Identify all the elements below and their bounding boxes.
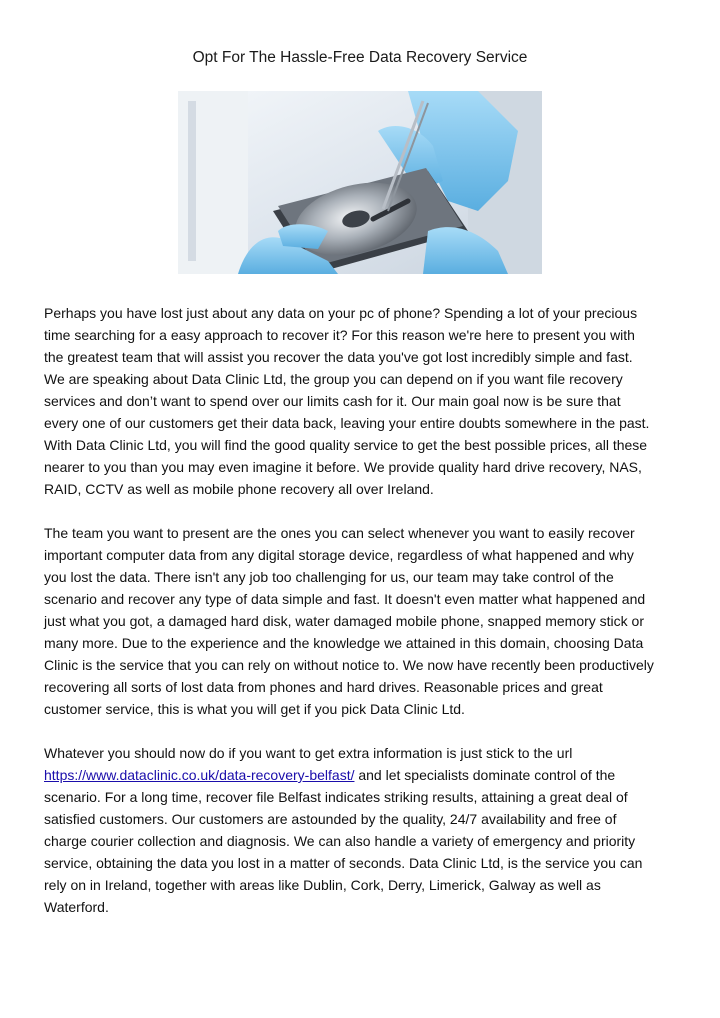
hero-image — [178, 91, 542, 274]
page-title: Opt For The Hassle-Free Data Recovery Service — [192, 49, 528, 66]
paragraph-contact-lead: Whatever you should now do if you want to get extra information is just stick to the url — [44, 745, 573, 761]
hard-drive-repair-illustration — [178, 91, 542, 274]
paragraph-contact — [44, 742, 684, 918]
paragraph-team: The team you want to present are the ones you can select whenever you want to easily recover important computer data from any digital storage device, regardless of what happened and why you lost the data. There isn't any job too challenging for us, our team may take control of the scenario and recover any type of data simple and fast. It doesn't even matter what happened and just what you got, a damaged hard disk, water damaged mobile phone, snapped memory stick or many more. Due to the experience and the knowledge we attained in this domain, choosing Data Clinic is the service that you can rely on without notice to. We now have recently been productively recovering all sorts of lost data from phones and hard drives. Reasonable prices and great customer service, this is what you will get if you pick Data Clinic Ltd. — [44, 525, 654, 717]
paragraph-intro: Perhaps you have lost just about any data on your pc of phone? Spending a lot of your precious time searching for a easy approach to recover it? For this reason we're here to present you with the greatest team that will assist you recover the data you've got lost incredibly simple and fast. We are speaking about Data Clinic Ltd, the group you can depend on if you want file recovery services and don’t want to spend over our limits cash for it. Our main goal now is be sure that every one of our customers get their data back, leaving your entire doubts somewhere in the past. With Data Clinic Ltd, you will find the good quality service to get the best possible prices, all these nearer to you than you may even imagine it before. We provide quality hard drive recovery, NAS, RAID, CCTV as well as mobile phone recovery all over Ireland. — [44, 305, 650, 497]
article-body — [44, 302, 684, 940]
paragraph-contact-rest: and let specialists dominate control of the scenario. For a long time, recover file Belfast indicates striking results, attaining a great deal of satisfied customers. Our customers are astounded by the quality, 24/7 availability and free of charge courier collection and diagnosis. We can also handle a variety of emergency and priority service, obtaining the data you lost in a matter of seconds. Data Clinic Ltd, is the service you can rely on in Ireland, together with areas like Dublin, Cork, Derry, Limerick, Galway as well as Waterford. — [44, 767, 643, 915]
dataclinic-url-link[interactable]: https://www.dataclinic.co.uk/data-recovery-belfast/ — [44, 767, 355, 783]
